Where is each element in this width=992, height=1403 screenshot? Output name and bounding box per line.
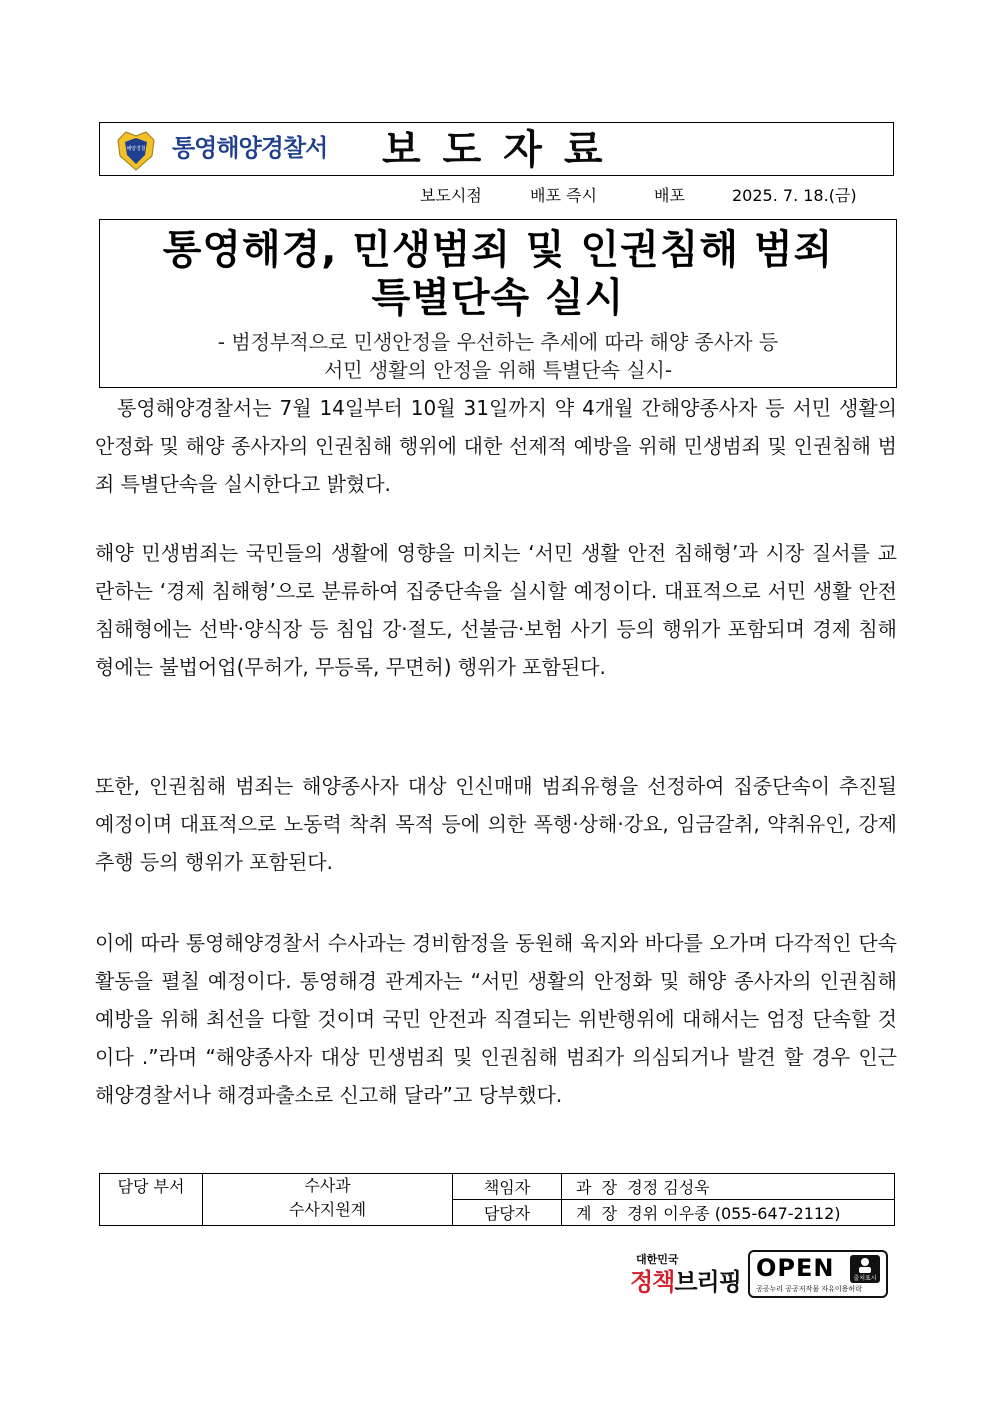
body-paragraph-2: 해양 민생범죄는 국민들의 생활에 영향을 미치는 ‘서민 생활 안전 침해형’과 시장 질서를 교란하는 ‘경제 침해형’으로 분류하여 집중단속을 실시할 예정이다. 대표적으로 서민 생활 안전 침해형에는 선박·양식장 등 침입 강·절도, 선불금·보험 사기 등의 행위가 포함되며 경제 침해형에는 불법어업(무허가, 무등록, 무면허) 행위가 포함된다. <box>95 541 897 679</box>
distribution-date: 2025. 7. 18.(금) <box>732 186 857 205</box>
footer-logos <box>630 1250 900 1302</box>
headline-subtitle-line1: - 범정부적으로 민생안정을 우선하는 추세에 따라 해양 종사자 등 <box>217 330 779 354</box>
dept-name: 수사과 <box>304 1176 351 1195</box>
open-word: OPEN <box>756 1254 835 1282</box>
staff-label: 담당자 <box>453 1200 562 1226</box>
org-name: 통영해양경찰서 <box>172 134 328 162</box>
coast-guard-emblem-icon <box>114 128 158 172</box>
staff-value: 계 장 경위 이우종 (055-647-2112) <box>562 1200 895 1226</box>
release-time-value: 배포 즉시 <box>530 186 597 205</box>
headline-subtitle-line2: 서민 생활의 안정을 위해 특별단속 실시- <box>323 358 673 382</box>
attribution-icon <box>850 1255 880 1283</box>
headline-box <box>99 219 897 388</box>
attribution-label: 출처표시 <box>853 1275 877 1282</box>
body-paragraph-3: 또한, 인권침해 범죄는 해양종사자 대상 인신매매 범죄유형을 선정하여 집중단속이 추진될 예정이며 대표적으로 노동력 착취 목적 등에 의한 폭행·상해·강요, 임금갈취, 약취유인, 강제추행 등의 행위가 포함된다. <box>95 774 897 874</box>
contact-table <box>99 1173 895 1226</box>
press-title: 보도자료 <box>382 127 625 173</box>
headline-title-line1: 통영해경, 민생범죄 및 인권침해 범죄 <box>162 227 834 273</box>
policy-briefing-small-text: 대한민국 <box>636 1253 679 1266</box>
headline-title-line2: 특별단속 실시 <box>371 275 625 321</box>
open-footer-text: 공공누리 공공저작물 자유이용허락 <box>756 1285 862 1293</box>
chief-value: 과 장 경정 김성욱 <box>562 1174 895 1200</box>
press-header <box>99 122 894 176</box>
policy-briefing-red-text: 정책 <box>630 1268 675 1296</box>
body-paragraph-1: 통영해양경찰서는 7월 14일부터 10월 31일까지 약 4개월 간해양종사자 등 서민 생활의 안정화 및 해양 종사자의 인권침해 행위에 대한 선제적 예방을 위해 민생범죄 및 인권침해 범죄 특별단속을 실시한다고 밝혔다. <box>95 396 897 496</box>
kogl-open-badge <box>748 1250 888 1298</box>
body-paragraph-4: 이에 따라 통영해양경찰서 수사과는 경비함정을 동원해 육지와 바다를 오가며 다각적인 단속활동을 펼칠 예정이다. 통영해경 관계자는 “서민 생활의 안정화 및 해양 종사자의 인권침해 예방을 위해 최선을 다할 것이며 국민 안전과 직결되는 위반행위에 대해서는 엄정 단속할 것이다 .”라며 “해양종사자 대상 민생범죄 및 인권침해 범죄가 의심되거나 발견 할 경우 인근 해양경찰서나 해경파출소로 신고해 달라”고 당부했다. <box>95 931 897 1107</box>
dept-label: 담당 부서 <box>100 1174 203 1226</box>
policy-briefing-wordmark <box>630 1262 741 1297</box>
release-info <box>420 185 857 207</box>
team-name: 수사지원계 <box>288 1200 367 1219</box>
chief-label: 책임자 <box>453 1174 562 1200</box>
headline-title <box>100 226 896 322</box>
policy-briefing-black-text: 브리핑 <box>674 1268 741 1296</box>
person-icon <box>850 1255 880 1275</box>
distribution-label: 배포 <box>654 186 685 205</box>
contact-row-chief <box>100 1174 895 1200</box>
headline-subtitle <box>100 328 896 384</box>
release-time-label: 보도시점 <box>420 186 482 205</box>
dept-value <box>203 1174 453 1226</box>
emblem-text: 해양경찰 <box>126 146 146 152</box>
